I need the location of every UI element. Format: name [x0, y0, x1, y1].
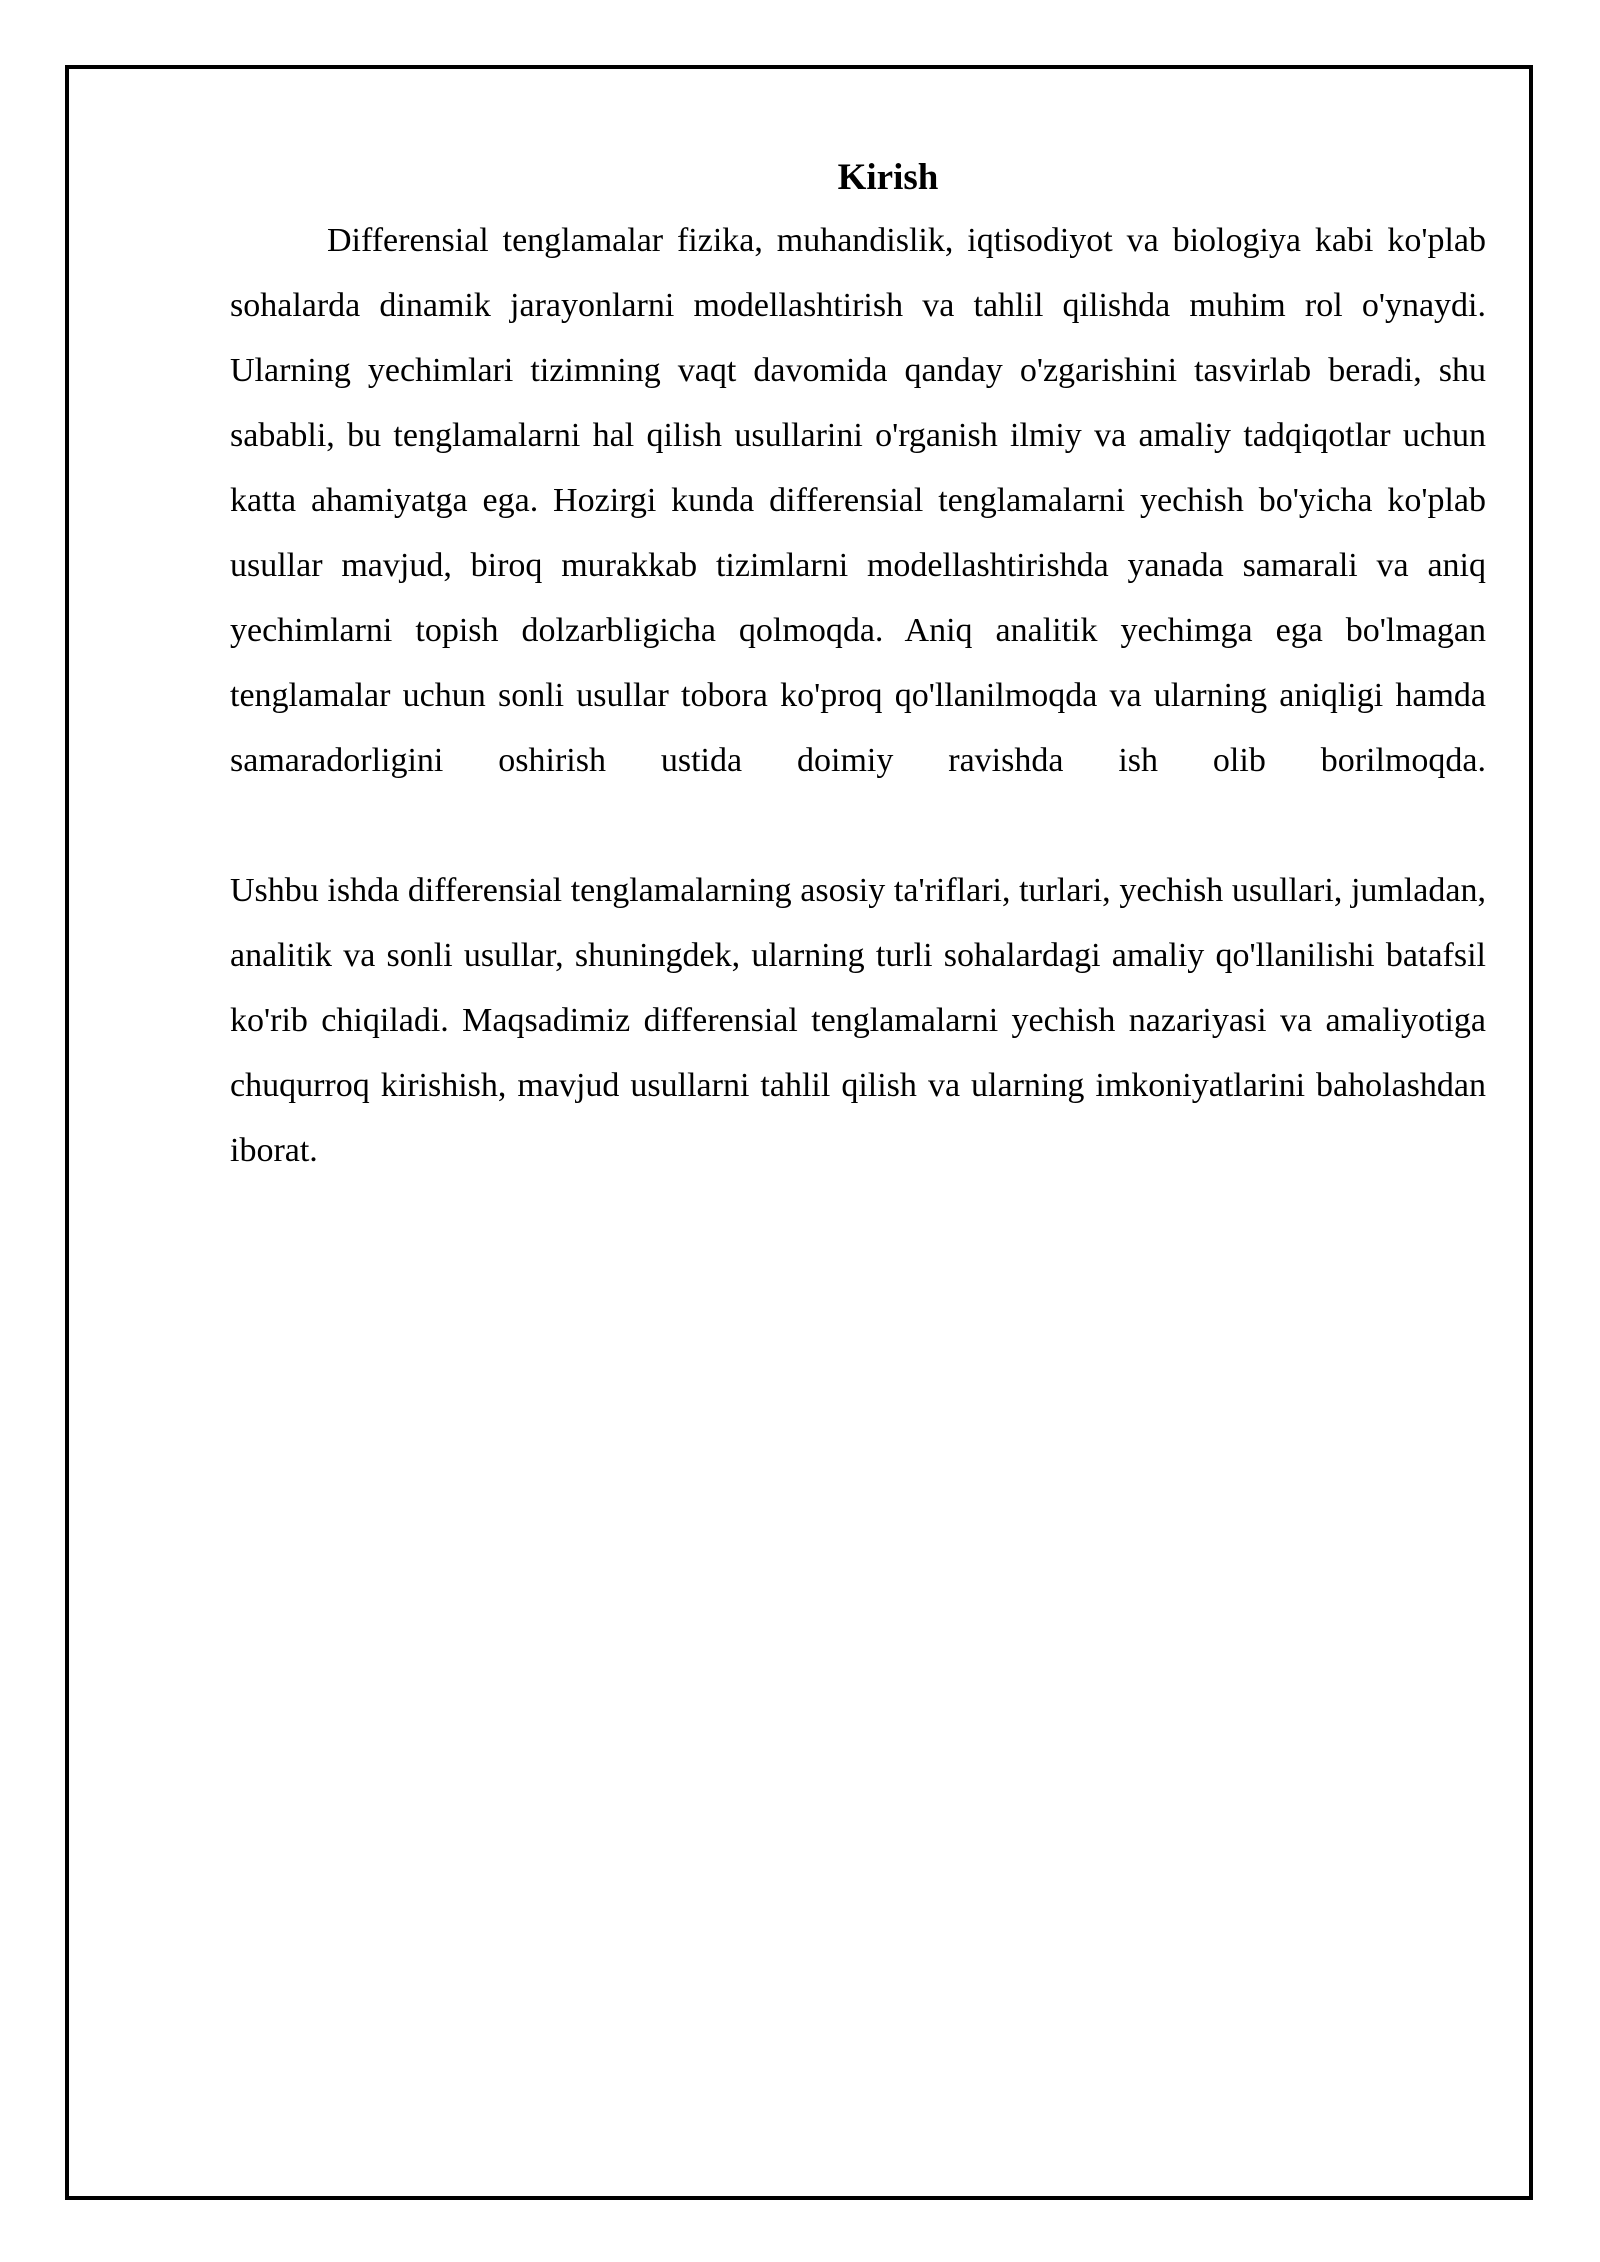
paragraph-intro: Differensial tenglamalar fizika, muhandislik, iqtisodiyot va biologiya kabi ko'plab sohalarda dinamik jarayonlarni modellashtirish va tahlil qilishda muhim rol o'ynaydi. Ularning yechimlari tizimning vaqt davomida qanday o'zgarishini tasvirlab beradi, shu sababli, bu tenglamalarni hal qilish usullarini o'rganish ilmiy va amaliy tadqiqotlar uchun katta ahamiyatga ega. Hozirgi kunda differensial tenglamalarni yechish bo'yicha ko'plab usullar mavjud, biroq murakkab tizimlarni modellashtirishda yanada samarali va aniq yechimlarni topish dolzarbligicha qolmoqda. Aniq analitik yechimga ega bo'lmagan tenglamalar uchun sonli usullar tobora ko'proq qo'llanilmoqda va ularning aniqligi hamda samaradorligini oshirish ustida doimiy ravishda ish olib borilmoqda. [230, 222, 1486, 779]
page-title: Kirish [837, 157, 939, 198]
document-body [230, 148, 1486, 1183]
paragraph-goal: Ushbu ishda differensial tenglamalarning asosiy ta'riflari, turlari, yechish usullari, jumladan, analitik va sonli usullar, shuningdek, ularning turli sohalardagi amaliy qo'llanilishi batafsil ko'rib chiqiladi. Maqsadimiz differensial tenglamalarni yechish nazariyasi va amaliyotiga chuqurroq kirishish, mavjud usullarni tahlil qilish va ularning imkoniyatlarini baholashdan iborat. [230, 872, 1486, 1169]
